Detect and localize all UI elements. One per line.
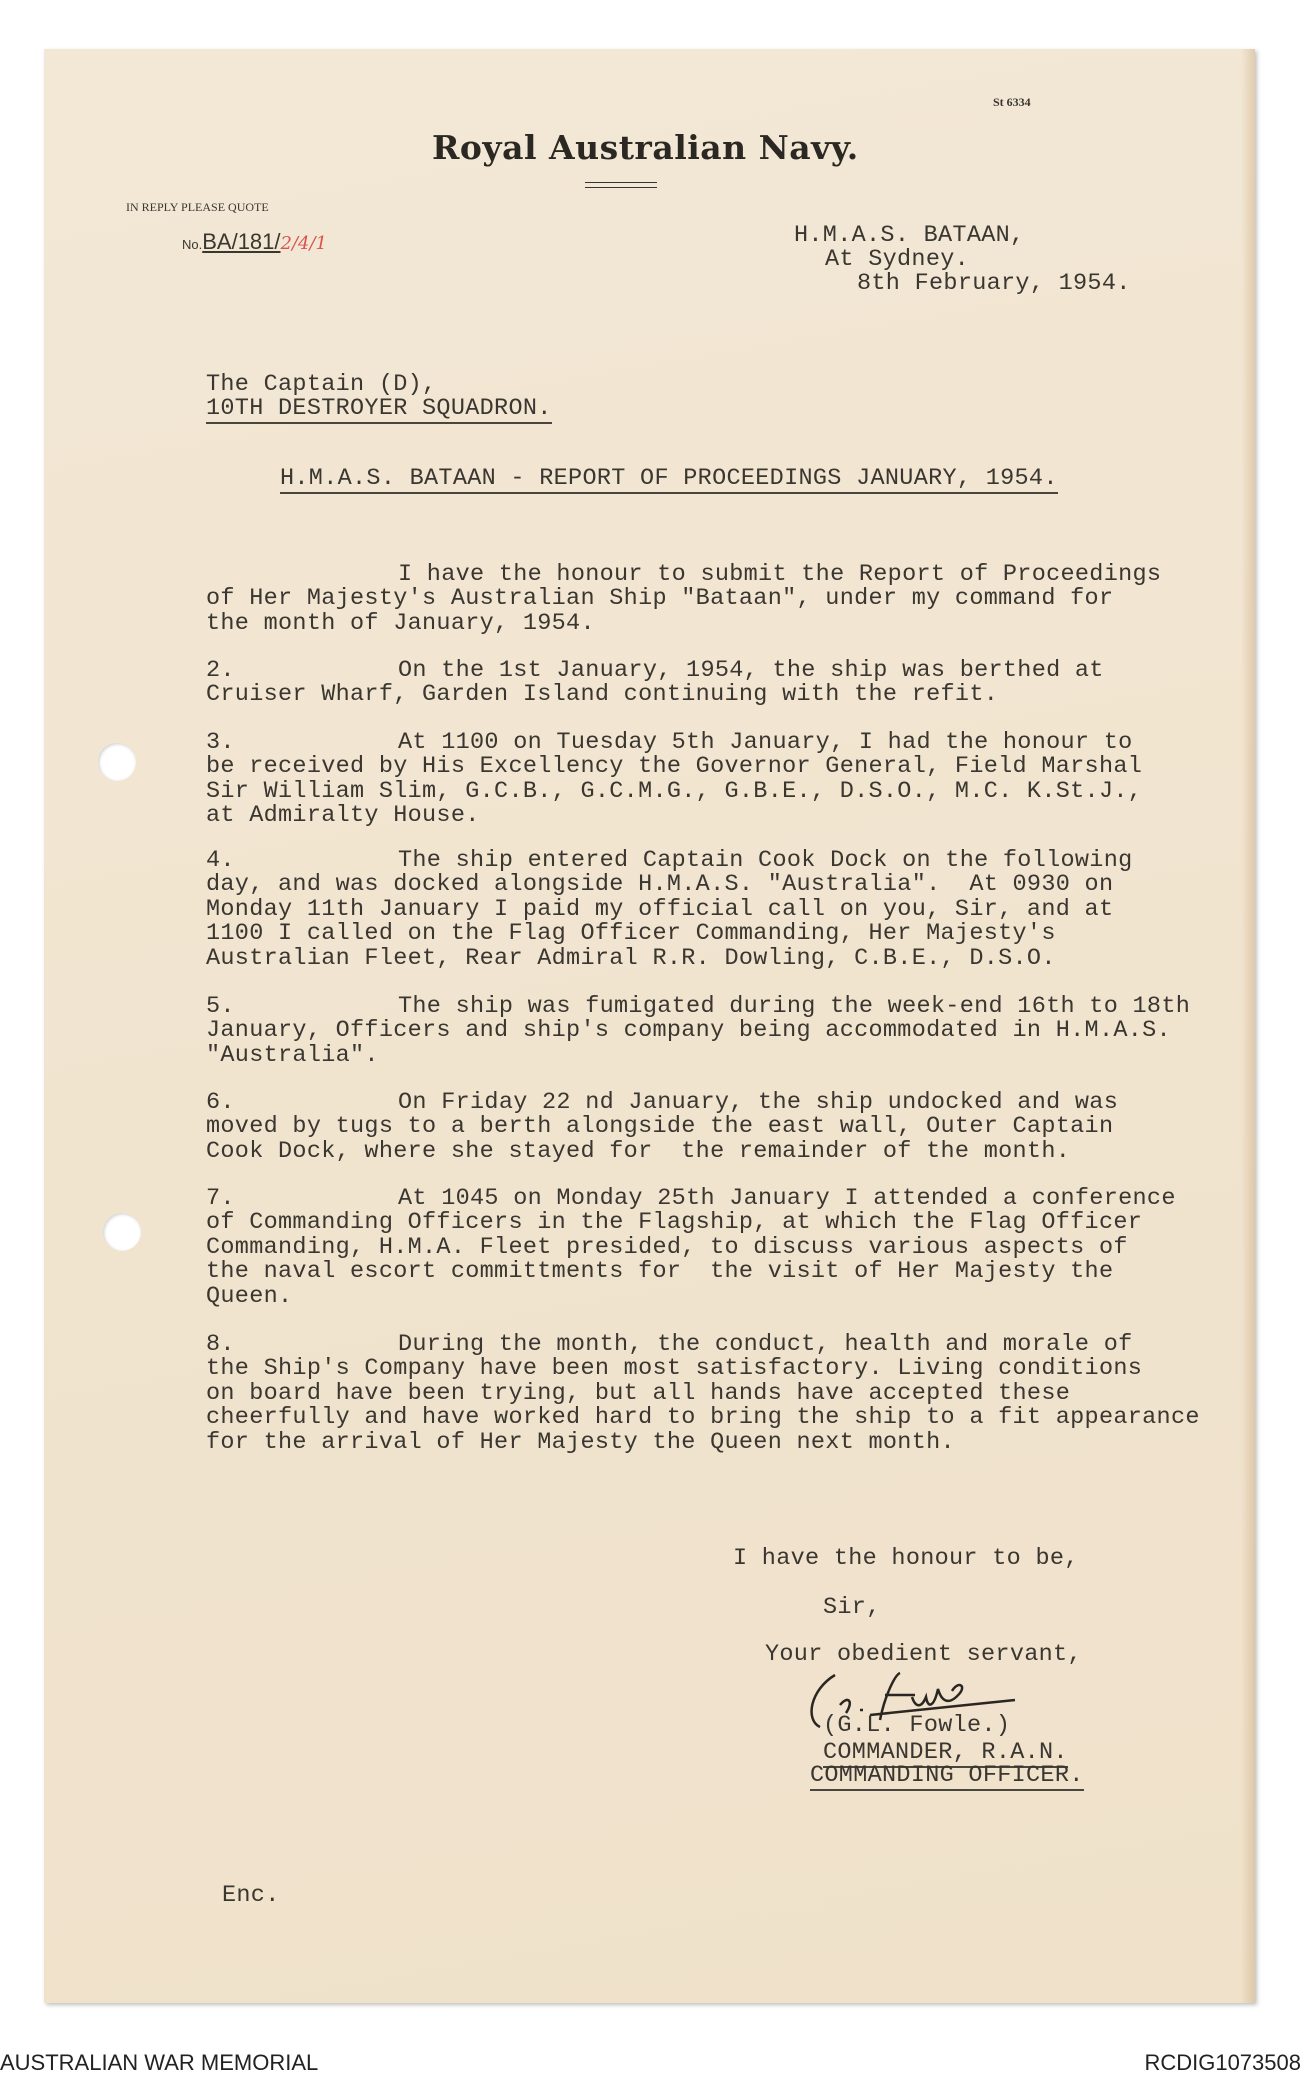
closing-line1: I have the honour to be, (733, 1545, 1079, 1572)
punch-hole (98, 743, 136, 781)
paragraph-8 (206, 1333, 1200, 1455)
paragraph-6 (206, 1091, 1118, 1164)
paragraph-number: 7. (206, 1185, 235, 1212)
closing-salutation: Sir, (823, 1594, 881, 1621)
letterhead-title: Royal Australian Navy. (432, 128, 859, 167)
paragraph-line: cheerfully and have worked hard to bring the ship to a fit appearance (206, 1404, 1200, 1432)
paragraph-line: Queen. (206, 1282, 293, 1310)
footer-archive-name: AUSTRALIAN WAR MEMORIAL (0, 2050, 319, 2075)
paragraph-line: On the 1st January, 1954, the ship was berthed at (398, 657, 1104, 684)
sender-place: At Sydney. (825, 246, 970, 273)
paragraph-number: 5. (206, 993, 235, 1020)
paragraph-line: January, Officers and ship's company being accommodated in H.M.A.S. (206, 1017, 1171, 1045)
paragraph-number: 4. (206, 847, 235, 874)
subject-heading: H.M.A.S. BATAAN - REPORT OF PROCEEDINGS JANUARY, 1954. (280, 467, 1058, 494)
paragraph-7 (206, 1187, 1176, 1309)
form-number: St 6334 (993, 95, 1031, 109)
paragraph-number: 3. (206, 729, 235, 756)
paragraph-1 (206, 563, 1161, 636)
paragraph-3 (206, 731, 1142, 829)
paragraph-line: At 1045 on Monday 25th January I attended a conference (398, 1185, 1176, 1212)
paragraph-line: Cruiser Wharf, Garden Island continuing with the refit. (206, 681, 999, 709)
title-rule (585, 182, 657, 188)
paragraph-line: Cook Dock, where she stayed for the remainder of the month. (206, 1137, 1071, 1165)
paragraph-line: At 1100 on Tuesday 5th January, I had the honour to (398, 729, 1133, 756)
ref-handwritten: 2/4/1 (280, 233, 328, 254)
paragraph-line: On Friday 22 nd January, the ship undocked and was (398, 1089, 1119, 1116)
paragraph-line: be received by His Excellency the Governor General, Field Marshal (206, 753, 1143, 781)
paragraph-line: of Her Majesty's Australian Ship "Bataan", under my command for (206, 585, 1114, 613)
paragraph-line: Sir William Slim, G.C.B., G.C.M.G., G.B.E., D.S.O., M.C. K.St.J., (206, 777, 1143, 805)
paragraph-5 (206, 995, 1190, 1068)
signatory-name: (G.L. Fowle.) (823, 1712, 1011, 1739)
paragraph-4 (206, 849, 1133, 971)
signatory-position: COMMANDING OFFICER. (810, 1764, 1084, 1791)
punch-hole (103, 1213, 141, 1251)
paragraph-line: the month of January, 1954. (206, 609, 595, 637)
paragraph-line: on board have been trying, but all hands have accepted these (206, 1379, 1071, 1407)
paragraph-line: day, and was docked alongside H.M.A.S. "Australia". At 0930 on (206, 871, 1114, 899)
sender-ship: H.M.A.S. BATAAN, (794, 222, 1025, 249)
paragraph-line: the naval escort committments for the visit of Her Majesty the (206, 1258, 1114, 1286)
closing-line3: Your obedient servant, (765, 1641, 1082, 1668)
paragraph-line: "Australia". (206, 1041, 379, 1069)
paragraph-line: The ship entered Captain Cook Dock on the following (398, 847, 1133, 874)
ref-prefix: No. (182, 237, 203, 252)
paragraph-line: Commanding, H.M.A. Fleet presided, to discuss various aspects of (206, 1233, 1128, 1261)
paragraph-line: I have the honour to submit the Report of Proceedings (398, 561, 1162, 588)
paragraph-line: The ship was fumigated during the week-end 16th to 18th (398, 993, 1191, 1020)
reply-label: IN REPLY PLEASE QUOTE (126, 200, 269, 214)
paragraph-line: for the arrival of Her Majesty the Queen next month. (206, 1428, 955, 1456)
paragraph-number: 8. (206, 1331, 235, 1358)
paragraph-line: moved by tugs to a berth alongside the east wall, Outer Captain (206, 1113, 1114, 1141)
ref-number: BA/181/ (202, 229, 281, 254)
paragraph-line: the Ship's Company have been most satisfactory. Living conditions (206, 1355, 1143, 1383)
paragraph-line: of Commanding Officers in the Flagship, at which the Flag Officer (206, 1209, 1143, 1237)
addressee-line2: 10TH DESTROYER SQUADRON. (206, 397, 552, 424)
paragraph-line: Monday 11th January I paid my official call on you, Sir, and at (206, 895, 1114, 923)
paragraph-2 (206, 659, 1104, 708)
signatory-rank: COMMANDER, R.A.N. (823, 1741, 1068, 1768)
paragraph-number: 6. (206, 1089, 235, 1116)
enclosure-note: Enc. (222, 1882, 280, 1909)
paragraph-line: 1100 I called on the Flag Officer Commanding, Her Majesty's (206, 920, 1056, 948)
paragraph-number: 2. (206, 657, 235, 684)
letter-date: 8th February, 1954. (857, 270, 1131, 297)
paragraph-line: During the month, the conduct, health and morale of (398, 1331, 1133, 1358)
paragraph-line: Australian Fleet, Rear Admiral R.R. Dowling, C.B.E., D.S.O. (206, 944, 1056, 972)
footer-item-id: RCDIG1073508 (1144, 2050, 1301, 2075)
addressee-line1: The Captain (D), (206, 371, 437, 398)
paragraph-line: at Admiralty House. (206, 802, 480, 830)
reference-number (182, 229, 327, 255)
